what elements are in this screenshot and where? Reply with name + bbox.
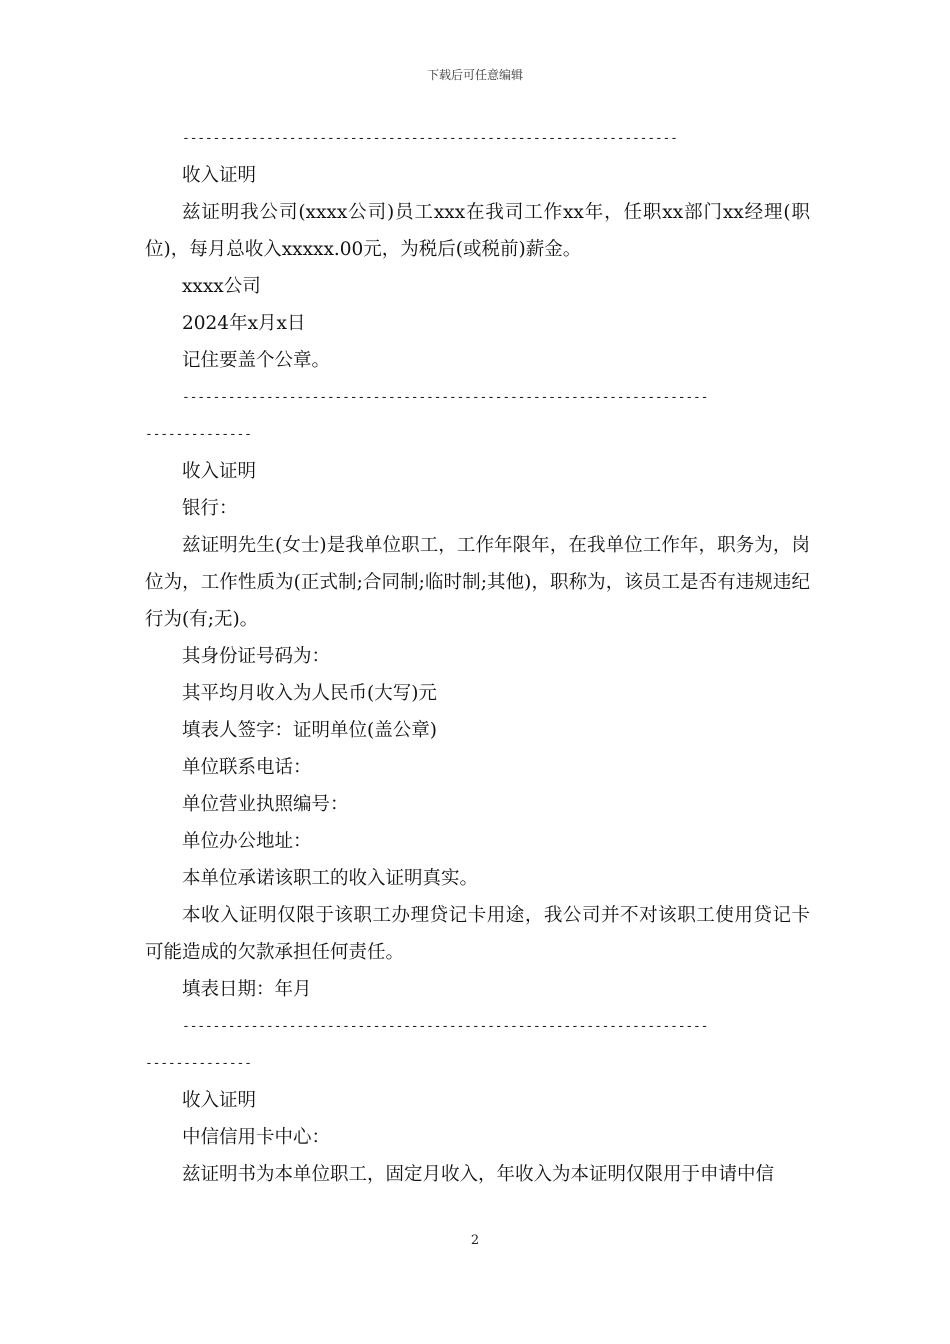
section1-date: 2024年x月x日	[182, 313, 306, 334]
section2-title: 收入证明	[182, 461, 257, 482]
section2-id-line: 其身份证号码为：	[182, 646, 331, 667]
section1-body: 兹证明我公司(xxxx公司)员工xxx在我司工作xx年，任职xx部门xx经理(职位)，每月总收入xxxxx.00元，为税后(或税前)薪金。	[145, 202, 810, 260]
separator-rule: ---------------------------------------------------------------------	[182, 1019, 709, 1034]
separator-rule: ---------------------------------------------------------------------	[182, 390, 709, 405]
document-body	[145, 120, 810, 1193]
section2-date-line: 填表日期：年月	[182, 979, 312, 1000]
page-header-note: 下载后可任意编辑	[426, 68, 523, 82]
separator-rule-continued: --------------	[145, 1056, 252, 1071]
section2-address-line: 单位办公地址：	[182, 831, 312, 852]
section3-title: 收入证明	[182, 1090, 257, 1111]
section3-recipient: 中信信用卡中心：	[182, 1127, 331, 1148]
section3-body: 兹证明书为本单位职工，固定月收入，年收入为本证明仅限用于申请中信	[182, 1164, 775, 1185]
separator-rule-continued: --------------	[145, 427, 252, 442]
section1-note: 记住要盖个公章。	[182, 350, 331, 371]
section1-company: xxxx公司	[182, 276, 261, 297]
page-number: 2	[470, 1233, 480, 1248]
separator-rule: -----------------------------------------------------------------	[182, 131, 678, 146]
section2-phone-line: 单位联系电话：	[182, 757, 312, 778]
section2-disclaimer: 本收入证明仅限于该职工办理贷记卡用途，我公司并不对该职工使用贷记卡可能造成的欠款承担任何责任。	[145, 905, 810, 963]
section1-title: 收入证明	[182, 165, 257, 186]
section2-income-line: 其平均月收入为人民币(大写)元	[182, 683, 437, 704]
section2-promise-line: 本单位承诺该职工的收入证明真实。	[182, 868, 479, 889]
section2-sign-line: 填表人签字：证明单位(盖公章)	[182, 720, 437, 741]
section2-recipient: 银行：	[182, 498, 238, 519]
section2-license-line: 单位营业执照编号：	[182, 794, 349, 815]
section2-body: 兹证明先生(女士)是我单位职工，工作年限年，在我单位工作年，职务为，岗位为，工作性质为(正式制;合同制;临时制;其他)，职称为，该员工是否有违规违纪行为(有;无)。	[145, 535, 810, 630]
